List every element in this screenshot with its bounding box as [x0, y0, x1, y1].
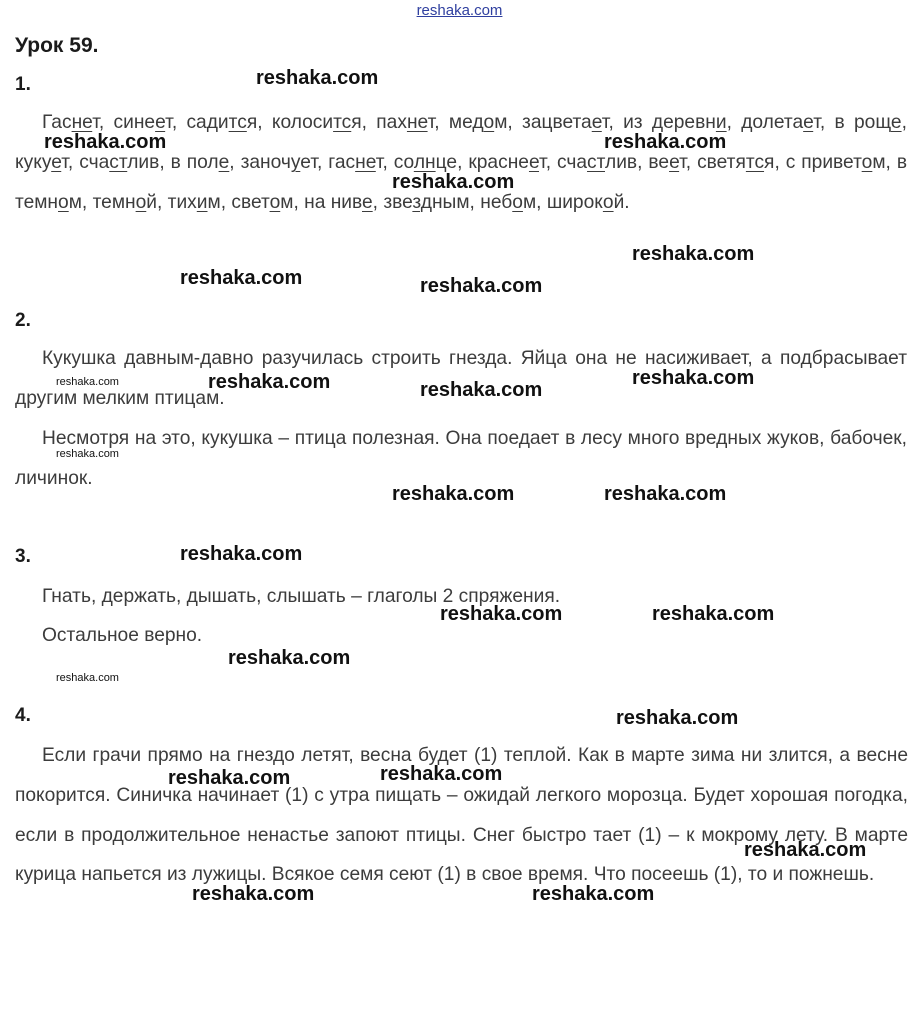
- exercise-1-word: [648, 152, 685, 173]
- word-part: темн: [92, 191, 136, 213]
- exercise-1-word: [186, 112, 257, 133]
- word-part: неб: [480, 191, 513, 213]
- watermark: reshaka.com: [420, 379, 543, 401]
- exercise-1-word: [786, 152, 886, 173]
- word-part: т: [601, 112, 609, 133]
- word-part: т: [92, 112, 99, 133]
- exercise-1-word: [79, 152, 159, 173]
- watermark-small: reshaka.com: [56, 376, 119, 388]
- exercise-1-word: [328, 152, 382, 173]
- word-part: сча: [556, 151, 588, 173]
- word-part: светя: [697, 151, 746, 173]
- highlighted-letters: тс: [228, 112, 247, 133]
- word-part: й: [613, 191, 625, 213]
- highlighted-letters: о: [58, 191, 69, 213]
- word-part: на нив: [304, 191, 362, 213]
- word-part: пах: [376, 112, 407, 133]
- watermark: reshaka.com: [168, 767, 291, 789]
- highlighted-letters: ст: [109, 151, 128, 173]
- exercise-1-word: [468, 152, 545, 173]
- exercise-1-word: [376, 112, 434, 133]
- highlighted-letters: е: [669, 151, 680, 173]
- watermark: reshaka.com: [420, 275, 543, 297]
- lesson-title: Урок 59.: [15, 34, 99, 57]
- word-part: т: [813, 112, 820, 133]
- exercise-1-word: [741, 112, 820, 133]
- word-part: лив: [127, 151, 160, 173]
- watermark-small: reshaka.com: [56, 448, 119, 460]
- highlighted-letters: зд: [412, 191, 432, 213]
- watermark: reshaka.com: [652, 603, 775, 625]
- exercise-1-word: [697, 152, 774, 173]
- exercise-1-word: [480, 192, 536, 213]
- highlighted-letters: и: [196, 191, 208, 213]
- watermark: reshaka.com: [604, 483, 727, 505]
- exercise-1-word: [623, 112, 727, 133]
- word-part: свет: [231, 191, 270, 213]
- word-part: ет: [300, 151, 317, 173]
- word-part: т: [427, 112, 435, 133]
- exercise-1-word: [42, 112, 99, 133]
- exercise-1-number: 1.: [15, 74, 31, 95]
- word-part: й: [146, 191, 157, 213]
- highlighted-letters: о: [512, 191, 523, 213]
- word-part: лив: [605, 151, 638, 173]
- exercise-1-word: [114, 112, 172, 133]
- highlighted-letters: и: [715, 112, 727, 133]
- word-part: зве: [383, 191, 413, 213]
- watermark: reshaka.com: [632, 243, 755, 265]
- exercise-3-paragraph-1: Гнать, держать, дышать, слышать – глаголы 2 спряжения.: [42, 586, 561, 607]
- highlighted-letters: не: [355, 151, 376, 173]
- word-part: сине: [113, 112, 156, 133]
- word-part: м: [872, 151, 886, 173]
- watermark: reshaka.com: [256, 67, 379, 89]
- word-part: долета: [741, 112, 804, 133]
- watermark: reshaka.com: [632, 367, 755, 389]
- watermark: reshaka.com: [44, 131, 167, 153]
- highlighted-letters: тс: [333, 112, 352, 133]
- watermark: reshaka.com: [380, 763, 503, 785]
- word-part: с привет: [785, 151, 862, 173]
- watermark: reshaka.com: [192, 883, 315, 905]
- word-part: Гас: [42, 112, 72, 133]
- highlighted-letters: е: [591, 112, 602, 133]
- word-part: м: [280, 191, 294, 213]
- word-part: ве: [648, 151, 670, 173]
- highlighted-letters: у: [290, 151, 301, 173]
- watermark: reshaka.com: [616, 707, 739, 729]
- word-part: сча: [79, 151, 110, 173]
- watermark: reshaka.com: [180, 267, 303, 289]
- watermark-small: reshaka.com: [56, 672, 119, 684]
- exercise-2-paragraph-2: Несмотря на это, кукушка – птица полезная. Она поедает в лесу много вредных жуков, бабочек, личинок.: [15, 428, 907, 489]
- highlighted-letters: о: [269, 191, 281, 213]
- highlighted-letters: ст: [587, 151, 605, 173]
- highlighted-letters: тс: [745, 151, 765, 173]
- exercise-3-paragraph-2: Остальное верно.: [42, 625, 203, 646]
- exercise-1-word: [304, 192, 373, 213]
- exercise-1-word: [522, 112, 608, 133]
- word-part: широк: [546, 191, 603, 213]
- highlighted-letters: о: [861, 151, 873, 173]
- word-part: мед: [448, 112, 484, 133]
- exercise-1-word: [93, 192, 157, 213]
- highlighted-letters: е: [218, 151, 230, 173]
- exercise-1-word: [171, 152, 230, 173]
- watermark: reshaka.com: [532, 883, 655, 905]
- watermark: reshaka.com: [392, 171, 515, 193]
- highlighted-letters: не: [71, 112, 93, 133]
- exercise-1-word: [547, 192, 624, 213]
- watermark: reshaka.com: [604, 131, 727, 153]
- highlighted-letters: о: [483, 112, 495, 133]
- exercise-1-word: [231, 192, 293, 213]
- exercise-1-word: [168, 192, 221, 213]
- watermark: reshaka.com: [744, 839, 867, 861]
- exercise-1-word: [835, 112, 902, 133]
- word-part: в пол: [170, 151, 219, 173]
- word-part: куку: [15, 151, 52, 173]
- word-part: я: [246, 112, 258, 133]
- word-part: м: [68, 191, 82, 213]
- word-part: со: [393, 151, 414, 173]
- word-part: из деревн: [623, 112, 716, 133]
- word-part: т: [539, 151, 546, 173]
- word-part: гас: [328, 151, 356, 173]
- word-part: в темн: [15, 151, 908, 213]
- highlighted-letters: е: [803, 112, 814, 133]
- watermark: reshaka.com: [208, 371, 331, 393]
- word-part: т: [61, 151, 68, 173]
- word-part: м: [494, 112, 508, 133]
- word-part: зацвета: [522, 112, 592, 133]
- watermark: reshaka.com: [392, 483, 515, 505]
- word-part: заноч: [240, 151, 291, 173]
- word-part: тих: [167, 191, 197, 213]
- exercise-1-word: [557, 152, 637, 173]
- highlighted-letters: е: [890, 112, 902, 133]
- exercise-2-paragraph-1: Кукушка давным-давно разучилась строить гнезда. Яйца она не насиживает, а подбрасывает другим мелким птицам.: [15, 348, 907, 409]
- word-part: це: [435, 151, 458, 173]
- word-part: колоси: [271, 112, 334, 133]
- exercise-3-number: 3.: [15, 546, 31, 567]
- word-part: т: [375, 151, 383, 173]
- word-part: м: [207, 191, 221, 213]
- watermark: reshaka.com: [228, 647, 351, 669]
- word-part: я: [351, 112, 362, 133]
- exercise-4-text: Если грачи прямо на гнездо летят, весна будет (1) теплой. Как в марте зима ни злится, а весне покорится. Синичка начинает (1) с утра пищать – ожидай легкого морозца. Будет хорошая погодка, если в продолжительное ненастье запоют птицы. Снег быстро тает (1) – к мокрому лету. В марте курица напьется из лужицы. Всякое семя сеют (1) в свое время. Что посеешь (1), то и пожнешь.: [15, 745, 908, 886]
- exercise-1-word: [449, 112, 508, 133]
- word-part: в рощ: [834, 112, 891, 133]
- word-part: сади: [186, 112, 229, 133]
- highlighted-letters: е: [155, 112, 166, 133]
- highlighted-letters: е: [362, 191, 373, 213]
- highlighted-letters: не: [406, 112, 428, 133]
- highlighted-letters: е: [51, 151, 62, 173]
- word-part: м: [522, 191, 537, 213]
- exercise-1-word: [383, 192, 469, 213]
- word-part: т: [679, 151, 686, 173]
- exercise-1-word: [241, 152, 317, 173]
- exercise-1-word: [15, 152, 68, 173]
- highlighted-letters: о: [602, 191, 614, 213]
- word-part: красне: [468, 151, 529, 173]
- highlighted-letters: о: [135, 191, 147, 213]
- exercise-2-number: 2.: [15, 310, 31, 331]
- exercise-4-number: 4.: [15, 705, 31, 726]
- watermark: reshaka.com: [180, 543, 303, 565]
- word-part: ным: [431, 191, 470, 213]
- watermark: reshaka.com: [440, 603, 563, 625]
- exercise-1-word: [394, 152, 457, 173]
- exercise-1-word: [272, 112, 362, 133]
- site-header-link[interactable]: reshaka.com: [416, 2, 503, 19]
- highlighted-letters: е: [528, 151, 540, 173]
- exercise-1-text: Гаснет, синеет, садится, колосится, пахнет, медом, зацветает, из деревни, долетает, в роще, кукует, счастлив, в поле, заночует, гаснет, солнце, краснеет, счастлив, веет, светятся, с приветом, в темном, темной, тихим, светом, на ниве, звездным, небом, широкой.: [15, 112, 908, 213]
- word-part: т: [165, 112, 172, 133]
- highlighted-letters: лн: [413, 151, 436, 173]
- word-part: я: [764, 151, 775, 173]
